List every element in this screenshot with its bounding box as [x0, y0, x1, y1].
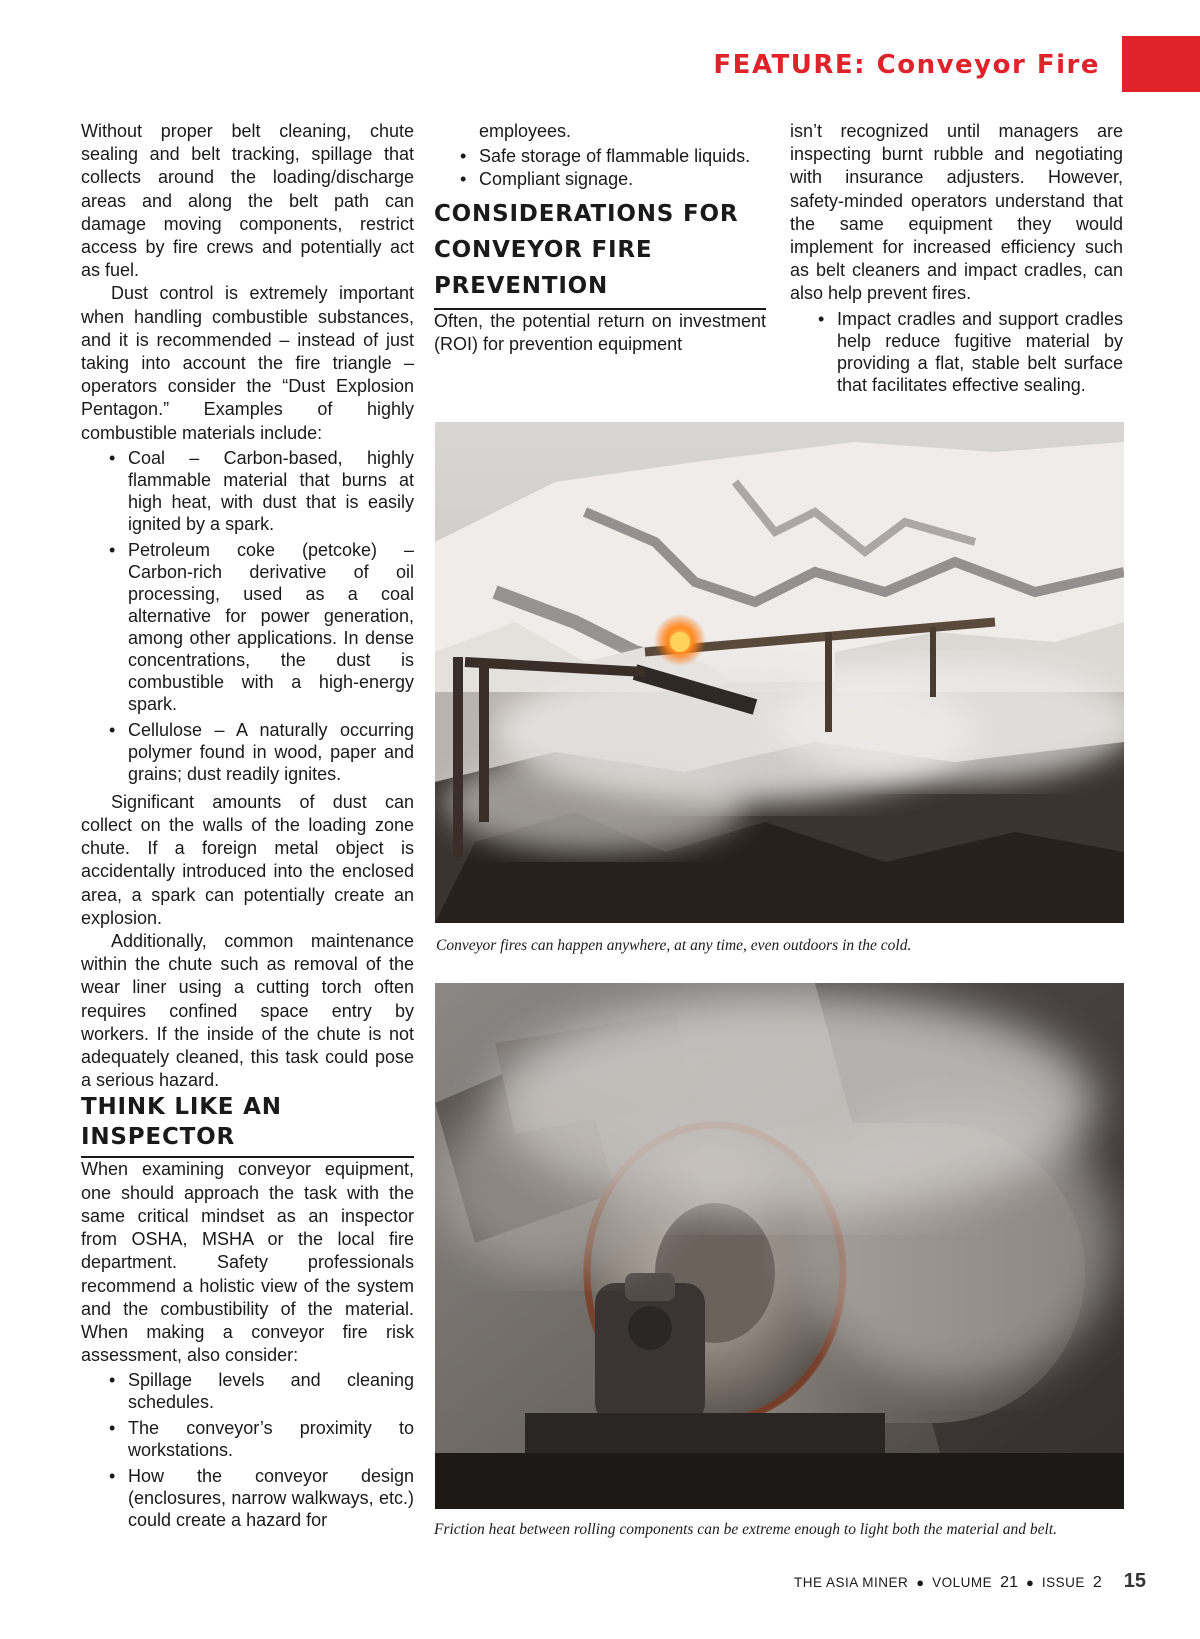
- paragraph: When examining conveyor equipment, one should approach the task with the same critical mindset as an inspector from OSHA, MSHA or the local fire department. Safety professionals recommend a holistic view of the system and the combustibility of the material. When making a conveyor fire risk assessment, also consider:: [81, 1159, 414, 1366]
- publication-name: THE ASIA MINER: [794, 1575, 909, 1590]
- friction-roller-photo: [435, 983, 1124, 1509]
- risk-assessment-list-continued: [434, 145, 766, 190]
- separator-dot: ●: [916, 1575, 925, 1590]
- photo-caption: Conveyor fires can happen anywhere, at any time, even outdoors in the cold.: [436, 937, 912, 954]
- list-item: • Impact cradles and support cradles help reduce fugitive material by providing a flat, stable belt surface that facilitates effective sealing.: [837, 308, 1123, 396]
- paragraph: Significant amounts of dust can collect on the walls of the loading zone chute. If a foreign metal object is accidentally introduced into the enclosed area, a spark can potentially create an explosion.: [81, 791, 414, 928]
- issue-number: 2: [1092, 1574, 1102, 1591]
- column-3: [790, 120, 1123, 402]
- list-item: • Compliant signage.: [479, 168, 766, 190]
- section-heading-considerations: CONSIDERATIONS FOR CONVEYOR FIRE PREVENTION: [434, 196, 766, 310]
- list-item: • The conveyor’s proximity to workstations.: [128, 1417, 414, 1461]
- column-2: [434, 120, 766, 357]
- header-red-tab: [1122, 36, 1200, 92]
- page-number: 15: [1123, 1570, 1146, 1592]
- risk-assessment-list: [81, 1369, 414, 1531]
- volume-number: 21: [1000, 1574, 1018, 1591]
- list-item: • Spillage levels and cleaning schedules.: [128, 1369, 414, 1413]
- separator-dot: ●: [1025, 1575, 1034, 1590]
- list-item: • Cellulose – A naturally occurring polymer found in wood, paper and grains; dust readily ignites.: [128, 719, 414, 785]
- feature-topic: Conveyor Fire: [876, 50, 1100, 80]
- feature-header: [713, 50, 1100, 80]
- conveyor-fire-snow-photo: [435, 422, 1124, 923]
- section-heading-think-like-inspector: THINK LIKE AN INSPECTOR: [81, 1092, 414, 1158]
- feature-label: FEATURE:: [713, 50, 867, 80]
- paragraph: Additionally, common maintenance within the chute such as removal of the wear liner using a cutting torch often requires confined space entry by workers. If the inside of the chute is not adequately cleaned, this task could pose a serious hazard.: [81, 931, 414, 1091]
- page-footer: [794, 1570, 1146, 1593]
- list-item: • Coal – Carbon-based, highly flammable material that burns at high heat, with dust that is easily ignited by a spark.: [128, 447, 414, 535]
- list-item: • How the conveyor design (enclosures, narrow walkways, etc.) could create a hazard for: [128, 1465, 414, 1531]
- list-item: • Petroleum coke (petcoke) – Carbon-rich derivative of oil processing, used as a coal alternative for power generation, among other applications. In dense concentrations, the dust is combustible with a high-energy spark.: [128, 539, 414, 715]
- prevention-equipment-list: [790, 308, 1123, 396]
- column-1: [81, 120, 414, 1537]
- volume-label: VOLUME: [932, 1575, 993, 1590]
- list-item: • Safe storage of flammable liquids.: [479, 145, 766, 167]
- issue-label: ISSUE: [1041, 1575, 1085, 1590]
- paragraph: Often, the potential return on investment (ROI) for prevention equipment: [434, 311, 766, 355]
- combustible-materials-list: [81, 447, 414, 785]
- paragraph: isn’t recognized until managers are inspecting burnt rubble and negotiating with insurance adjusters. However, safety-minded operators understand that the same equipment they would implement for increased efficiency such as belt cleaners and impact cradles, can also help prevent fires.: [790, 121, 1123, 304]
- list-continuation: employees.: [479, 121, 572, 141]
- photo-caption: Friction heat between rolling components can be extreme enough to light both the material and belt.: [434, 1521, 1058, 1538]
- paragraph: Dust control is extremely important when handling combustible substances, and it is recommended – instead of just taking into account the fire triangle – operators consider the “Dust Explosion Pentagon.” Examples of highly combustible materials include:: [81, 283, 414, 443]
- paragraph: Without proper belt cleaning, chute sealing and belt tracking, spillage that collects around the loading/discharge areas and along the belt path can damage moving components, restrict access by fire crews and potentially act as fuel.: [81, 121, 414, 281]
